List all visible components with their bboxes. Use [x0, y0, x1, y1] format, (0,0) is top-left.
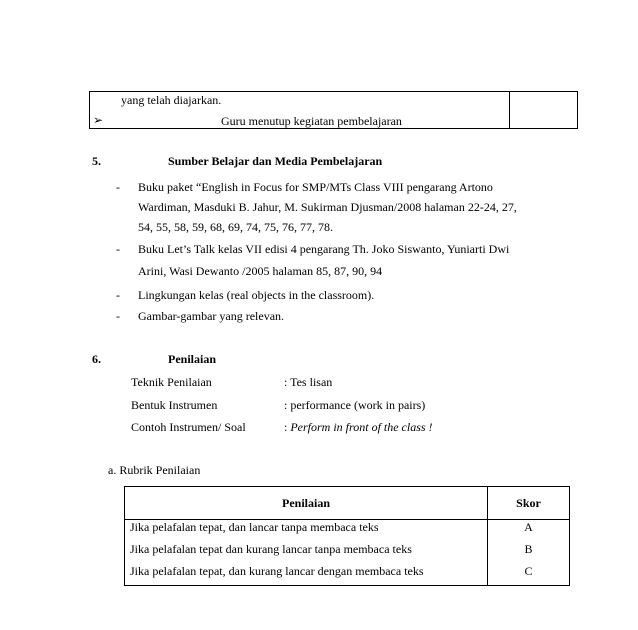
list-dash: -	[116, 309, 120, 323]
rubric-score-1: A	[524, 520, 533, 534]
section-5-title: Sumber Belajar dan Media Pembelajaran	[168, 154, 383, 168]
rubric-caption: a. Rubrik Penilaian	[108, 463, 201, 477]
source-item-1-line-3: 54, 55, 58, 59, 68, 69, 74, 75, 76, 77, 78.	[138, 220, 333, 234]
rubric-header-skor: Skor	[516, 496, 541, 510]
rubric-table	[124, 486, 570, 586]
instrument-form-value: : performance (work in pairs)	[284, 398, 426, 412]
source-item-2-line-2: Arini, Wasi Dewanto /2005 halaman 85, 87, 90, 94	[138, 264, 383, 278]
rubric-score-2: B	[524, 542, 533, 556]
section-6-title: Penilaian	[168, 352, 217, 366]
rubric-header-penilaian: Penilaian	[281, 496, 330, 510]
activity-text-1: yang telah diajarkan.	[121, 93, 222, 107]
arrow-bullet-icon: ➢	[93, 113, 104, 127]
assessment-technique-value: : Tes lisan	[284, 375, 333, 389]
rubric-criteria-3: Jika pelafalan tepat, dan kurang lancar dengan membaca teks	[130, 564, 424, 578]
list-dash: -	[116, 180, 120, 194]
instrument-example-text: Perform in front of the class !	[290, 420, 433, 434]
rubric-criteria-1: Jika pelafalan tepat, dan lancar tanpa membaca teks	[130, 520, 379, 534]
instrument-example-label: Contoh Instrumen/ Soal	[131, 420, 246, 434]
rubric-score-3: C	[524, 564, 533, 578]
activity-text-2: Guru menutup kegiatan pembelajaran	[221, 114, 402, 128]
source-item-1-line-2: Wardiman, Masduki B. Jahur, M. Sukirman Djusman/2008 halaman 22-24, 27,	[138, 200, 517, 214]
rubric-criteria-2: Jika pelafalan tepat dan kurang lancar tanpa membaca teks	[130, 542, 412, 556]
list-dash: -	[116, 242, 120, 256]
table-divider	[509, 92, 510, 128]
instrument-example-colon: :	[284, 420, 291, 434]
section-6-number: 6.	[92, 352, 101, 366]
instrument-form-label: Bentuk Instrumen	[131, 398, 218, 412]
instrument-example-value	[284, 420, 433, 435]
source-item-1-line-1: Buku paket “English in Focus for SMP/MTs Class VIII pengarang Artono	[138, 180, 493, 194]
source-item-2-line-1: Buku Let’s Talk kelas VII edisi 4 pengarang Th. Joko Siswanto, Yuniarti Dwi	[138, 242, 510, 256]
section-5-number: 5.	[92, 154, 101, 168]
source-item-4: Gambar-gambar yang relevan.	[138, 309, 285, 323]
source-item-3: Lingkungan kelas (real objects in the classroom).	[138, 288, 375, 302]
list-dash: -	[116, 288, 120, 302]
assessment-technique-label: Teknik Penilaian	[131, 375, 212, 389]
